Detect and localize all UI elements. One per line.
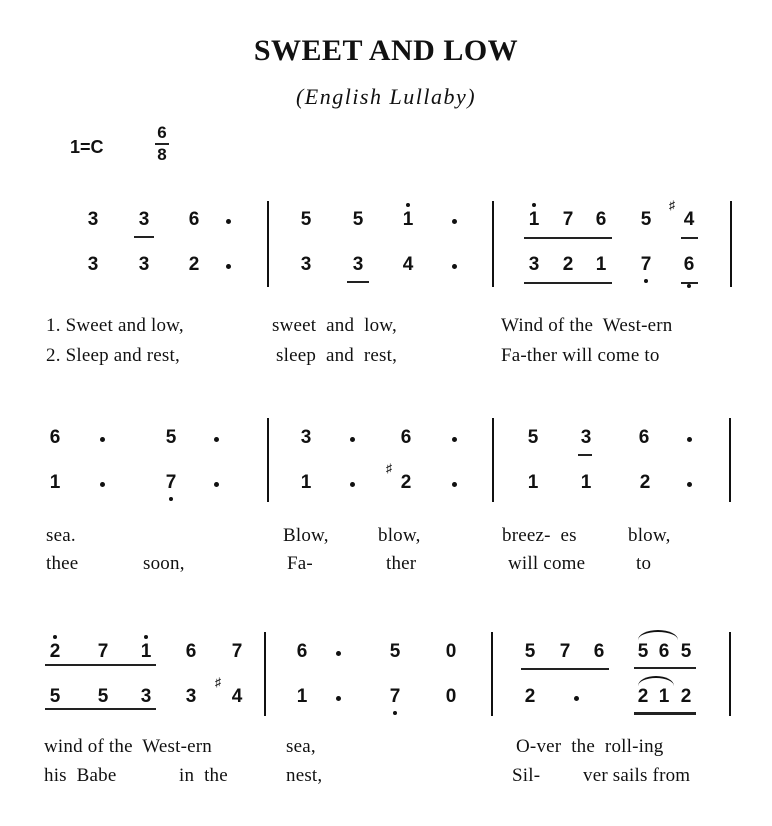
underline: [578, 454, 592, 456]
note-high: 1: [400, 210, 416, 230]
note: 3: [580, 427, 592, 448]
note: 6: [595, 209, 607, 230]
lyric-verse2: Fa-: [287, 553, 313, 574]
lyric-verse2: Sil-: [512, 765, 541, 786]
augmentation-dot: [226, 219, 231, 224]
lyric-verse2: thee: [46, 553, 79, 574]
barline: [492, 201, 494, 287]
sharp-icon: ♯: [669, 198, 675, 212]
note: 5: [524, 641, 536, 662]
note: 3: [300, 254, 312, 275]
lyric-verse2: will come: [508, 553, 586, 574]
note-high: 1: [138, 642, 154, 662]
note: 3: [87, 254, 99, 275]
augmentation-dot: [100, 437, 105, 442]
note: 6: [49, 427, 61, 448]
augmentation-dot: [687, 482, 692, 487]
note: 6: [185, 641, 197, 662]
note-low: 7: [163, 473, 179, 493]
time-numerator: 6: [157, 123, 167, 142]
note: 4: [231, 686, 243, 707]
note: 2: [637, 686, 649, 707]
barline: [491, 632, 493, 716]
lyric-verse1: O-ver the roll-ing: [516, 736, 664, 757]
barline: [492, 418, 494, 502]
note-low: 7: [387, 687, 403, 707]
note: 7: [97, 641, 109, 662]
note: 5: [49, 686, 61, 707]
song-title: SWEET AND LOW: [253, 34, 519, 67]
slur: [638, 676, 674, 686]
lyric-verse2: ver sails from: [583, 765, 691, 786]
augmentation-dot: [336, 696, 341, 701]
underline: [634, 667, 696, 669]
lyric-verse1: sea,: [286, 736, 316, 757]
lyric-verse1: Wind of the West-ern: [501, 315, 673, 336]
note: 6: [638, 427, 650, 448]
note: 3: [185, 686, 197, 707]
lyric-verse1: sweet and low,: [272, 315, 397, 336]
note: 6: [658, 641, 670, 662]
barline: [267, 418, 269, 502]
note: 1: [658, 686, 670, 707]
note: 2: [524, 686, 536, 707]
note: 7: [562, 209, 574, 230]
lyric-verse2: to: [636, 553, 652, 574]
note: 5: [527, 427, 539, 448]
barline: [729, 632, 731, 716]
note-high: 2: [47, 642, 63, 662]
note: 5: [300, 209, 312, 230]
note: 1: [580, 472, 592, 493]
note: 1: [527, 472, 539, 493]
lyric-verse2: 2. Sleep and rest,: [46, 345, 180, 366]
augmentation-dot: [452, 437, 457, 442]
note: 2: [639, 472, 651, 493]
augmentation-dot: [452, 482, 457, 487]
note: 5: [680, 641, 692, 662]
note: 3: [528, 254, 540, 275]
note: 7: [231, 641, 243, 662]
sharp-icon: ♯: [215, 675, 221, 689]
note: 5: [165, 427, 177, 448]
note: 7: [559, 641, 571, 662]
lyric-verse1: breez- es: [502, 525, 577, 546]
augmentation-dot: [687, 437, 692, 442]
note: 2: [188, 254, 200, 275]
underline: [45, 708, 156, 710]
augmentation-dot: [350, 437, 355, 442]
underline: [634, 712, 696, 715]
note: 5: [352, 209, 364, 230]
lyric-verse1: blow,: [628, 525, 671, 546]
song-subtitle: (English Lullaby): [295, 84, 477, 109]
note: 3: [87, 209, 99, 230]
underline: [524, 237, 612, 239]
note: 3: [138, 254, 150, 275]
note: 4: [683, 209, 695, 230]
lyric-verse2: in the: [179, 765, 228, 786]
lyric-verse1: wind of the West-ern: [44, 736, 213, 757]
augmentation-dot: [452, 264, 457, 269]
note: 3: [300, 427, 312, 448]
time-denominator: 8: [157, 144, 167, 164]
lyric-verse1: 1. Sweet and low,: [46, 315, 184, 336]
barline: [267, 201, 269, 287]
note-low: 7: [638, 255, 654, 275]
augmentation-dot: [350, 482, 355, 487]
note: 2: [680, 686, 692, 707]
lyric-verse1: sea.: [46, 525, 76, 546]
note: 5: [637, 641, 649, 662]
note: 1: [300, 472, 312, 493]
augmentation-dot: [452, 219, 457, 224]
augmentation-dot: [214, 482, 219, 487]
rest: 0: [445, 641, 457, 662]
underline: [521, 668, 609, 670]
underline: [681, 282, 698, 284]
lyric-verse2: Fa-ther will come to: [501, 345, 660, 366]
note: 6: [593, 641, 605, 662]
note: 6: [188, 209, 200, 230]
note: 5: [389, 641, 401, 662]
underline: [134, 236, 154, 238]
sharp-icon: ♯: [386, 461, 392, 475]
lyric-verse2: ther: [386, 553, 417, 574]
underline: [681, 237, 698, 239]
key-signature: 1=C: [70, 137, 104, 157]
note: 5: [640, 209, 652, 230]
note-high: 1: [526, 210, 542, 230]
note: 1: [49, 472, 61, 493]
barline: [264, 632, 266, 716]
barline: [730, 201, 732, 287]
note: 3: [138, 209, 150, 230]
note: 1: [296, 686, 308, 707]
lyric-verse2: his Babe: [44, 765, 117, 786]
lyric-verse2: sleep and rest,: [276, 345, 398, 366]
note: 3: [352, 254, 364, 275]
note: 3: [140, 686, 152, 707]
augmentation-dot: [214, 437, 219, 442]
lyric-verse1: Blow,: [283, 525, 329, 546]
augmentation-dot: [574, 696, 579, 701]
note: 4: [402, 254, 414, 275]
note: 5: [97, 686, 109, 707]
note: 2: [400, 472, 412, 493]
note: 1: [595, 254, 607, 275]
augmentation-dot: [226, 264, 231, 269]
lyric-verse2: soon,: [143, 553, 185, 574]
note: 6: [400, 427, 412, 448]
underline: [45, 664, 156, 666]
note: 6: [296, 641, 308, 662]
note-low: 6: [681, 255, 697, 275]
lyric-verse1: blow,: [378, 525, 421, 546]
barline: [729, 418, 731, 502]
underline: [347, 281, 369, 283]
slur: [638, 630, 678, 640]
note: 2: [562, 254, 574, 275]
underline: [524, 282, 612, 284]
time-signature: [154, 124, 170, 164]
rest: 0: [445, 686, 457, 707]
augmentation-dot: [100, 482, 105, 487]
augmentation-dot: [336, 651, 341, 656]
lyric-verse2: nest,: [286, 765, 323, 786]
